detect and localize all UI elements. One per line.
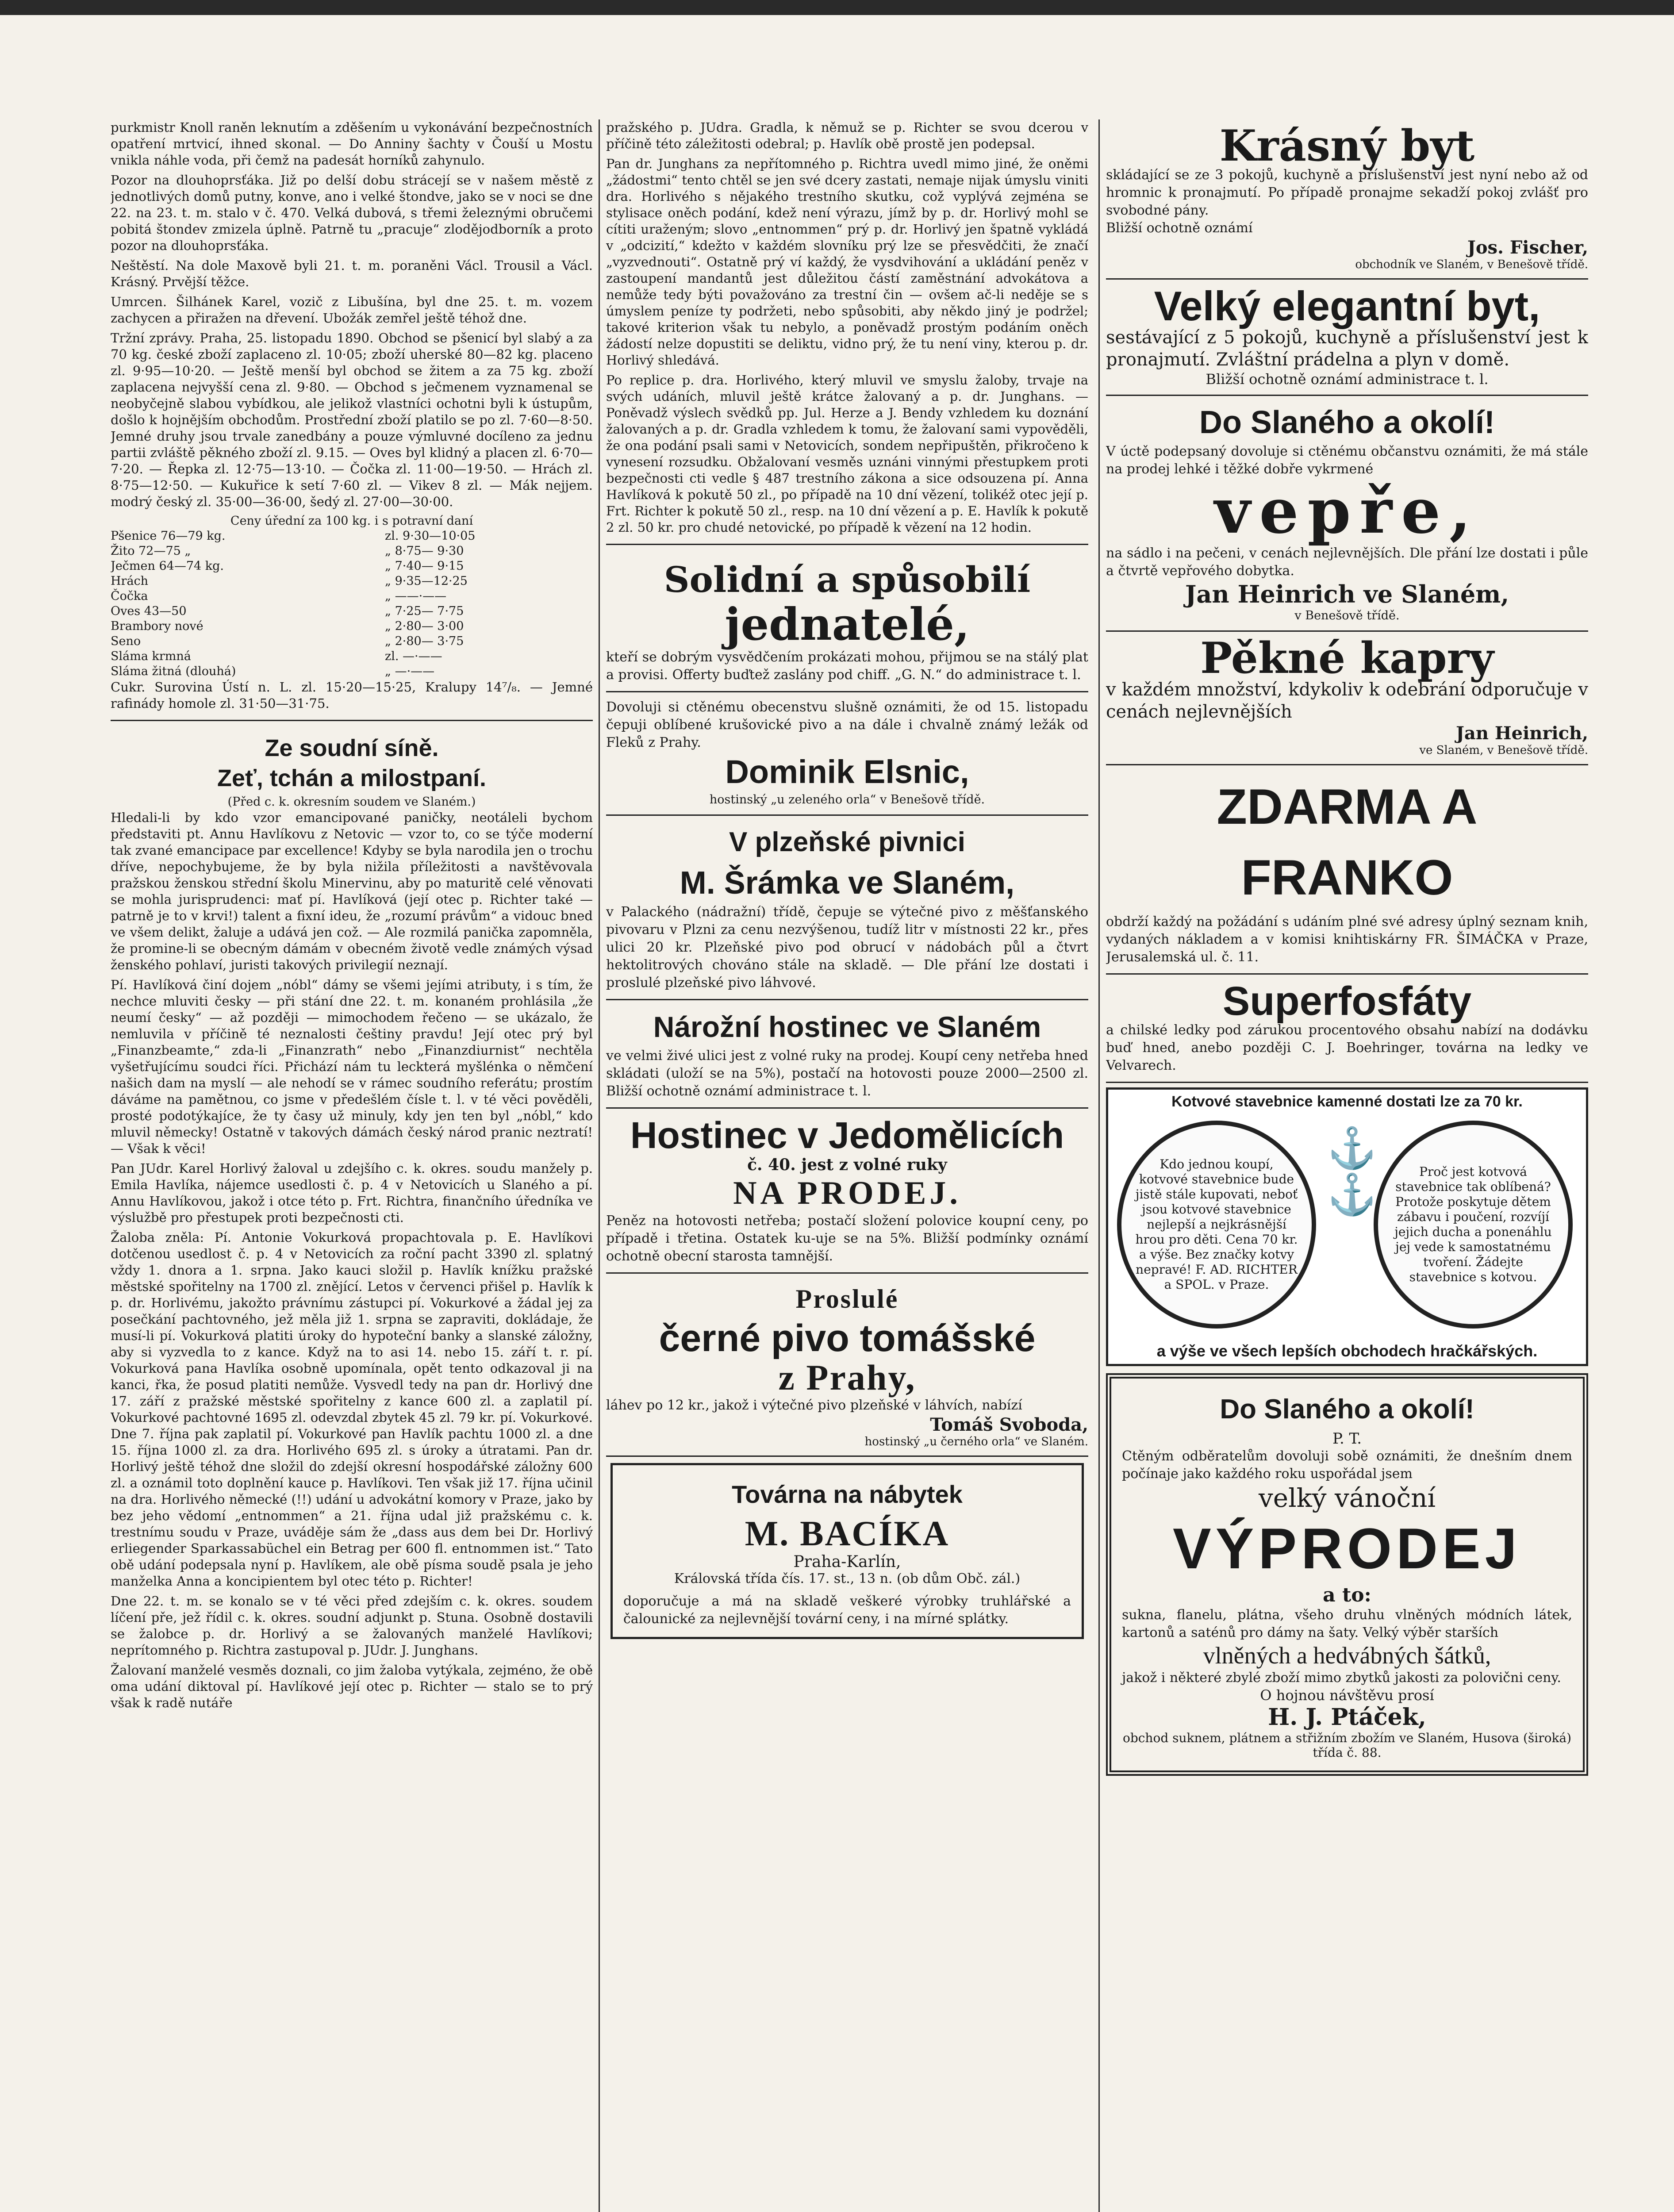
table-row: Oves 43—50 „ 7·25— 7·75 — [111, 604, 464, 618]
ad-heading: Do Slaného a okolí! — [1220, 1394, 1474, 1425]
table-row: Pšenice 76—79 kg. zl. 9·30—10·05 — [111, 529, 476, 543]
ad-signature-sub: hostinský „u černého orla“ ve Slaném. — [864, 1435, 1088, 1448]
ad-signature: Jos. Fischer, — [1467, 237, 1588, 258]
ad-signature: H. J. Ptáček, — [1268, 1704, 1426, 1731]
ad-text: kteří se dobrým vysvědčením prokázati mohou, přijmou se na stálý plat a provisi. Offerty buďtež zaslány pod chiff. „G. N.“ do administrace t. l. — [606, 649, 1088, 683]
ad-text: v Palackého (nádražní) třídě, čepuje se výtečné pivo z měšťanského pivovaru v Plzni za cenu nezvýšenou, tudíž litr v místnosti 22 kr., přes ulici 20 kr. Plzeňské pivo pod obrucí v nádobách půl a čtvrt hektolitrových chováno stále na skladě. — Dle přání lze dostati i proslulé plzeňské pivo láhvové. — [606, 904, 1088, 991]
article-paragraph: pražského p. JUdra. Gradla, k němuž se p. Richter se svou dcerou v příčině této záležitosti odebral; p. Havlík obě prostě jen podepsal. — [606, 120, 1088, 151]
divider — [111, 720, 593, 721]
table-row: Sláma žitná (dlouhá) „ —·—— — [111, 664, 435, 678]
article-paragraph: Po replice p. dra. Horlivého, který mluvil ve smyslu žaloby, trvaje na svých udáních, mluvil ještě krátce žalovaný a p. dr. Junghans. — Poněvadž výslech svědků pp. Jul. Herze a J. Bendy vzhledem ku doznání žalovaných a p. dr. Gradla vzhledem k tomu, že žalovaní sami vypověděli, že ona podání psali sami v Netovicích, sondem nepřipuštěn, přikročeno k vynesení rozsudku. Obžalovaní vesměs uznáni vinnými přestupkem proti bezpečnosti cti vedle § 487 trestního zákona a sice odsouzena pí. Anna Havlíková k pokutě 50 zl., po případě na 10 dní vězení, tolikéž otec její p. Frt. Richter k pokutě 50 zl., resp. na 10 dní vězení a p. E. Havlík k pokutě 2 zl. 50 kr. pro chudé netovické, po případě k vězení na 12 hodin. — [606, 373, 1088, 535]
market-report: Tržní zprávy. Praha, 25. listopadu 1890. Obchod se pšenicí byl slabý a za 70 kg. české zboží zaplaceno zl. 10·05; zboží uherské 80—82 kg. placeno zl. 9·95—10·20. — Ještě menší byl obchod se žitem a za 75 kg. zboží zaplacena nejvyšší cena zl. 9·80. — Obchod s ječmenem vyznamenal se neobyčejně slabou vybídkou, ale jelikož vlastníci ochotni byli k ústupům, došlo k hojnějším obchodům. Prostřední zboží platilo se po zl. 7·60—8·50. Jemné druhy jsou trvale zanedbány a pouze výmluvné docílenо za jednu partii zvláště pěkného zboží zl. 9.15. — Oves byl klidný a placen zl. 6·70—7·20. — Řepka zl. 12·75—13·10. — Čočka zl. 11·00—19·50. — Hrách zl. 8·75—12·50. — Kukuřice k setí 7·60 zl. — Vikev 8 zl. — Mák nejjem. modrý český zl. 35·00—36·00, šedý zl. 27·00—30·00. — [111, 330, 593, 509]
article-paragraph: Dne 22. t. m. se konalo se v té věci před zdejším c. k. okres. soudem líčení pře, jež řídil c. k. okres. soudní adjunkt p. Stuna. Osobně dostavili se žalobce p. dr. Horlivý a se žalovaných manželé Havlíkovi; neprítomného p. Richtra zastupoval p. JUdr. J. Junghans. — [111, 1594, 593, 1658]
news-paragraph: Neštěstí. Na dole Maxově byli 21. t. m. poraněni Václ. Trousil a Václ. Krásný. Prvější těžce. — [111, 258, 593, 289]
ad-heading: M. BACÍKA — [745, 1514, 950, 1553]
ad-text: Bližší ochotně oznámí administrace t. l. — [1206, 371, 1489, 388]
ad-heading: Pěkné kapry — [1200, 633, 1494, 683]
column-right — [1106, 119, 1588, 2212]
ad-heading: černé pivo tomášské — [659, 1317, 1036, 1359]
ad-carps — [1106, 632, 1588, 765]
price-table-title: Ceny úřední za 100 kg. i s potravní daní — [230, 514, 473, 528]
article-subtitle: (Před c. k. okresním soudem ve Slaném.) — [227, 795, 476, 809]
ad-heading: ZDARMA A FRANKO — [1217, 779, 1478, 905]
ad-pigs — [1106, 396, 1588, 632]
divider — [606, 544, 1088, 545]
ad-text: sestávající z 5 pokojů, kuchyně a příslušenství jest k pronajmutí. Zvláštní prádelna a plyn v domě. — [1106, 327, 1588, 370]
ad-heading: velký vánoční — [1259, 1483, 1436, 1513]
ad-text: Peněz na hotovosti netřeba; postačí složení polovice koupní ceny, po případě i třetina. Ostatek ku-uje se na 5%. Bližší podmínky oznámí ochotně obecní starosta tamnější. — [606, 1213, 1088, 1264]
ad-furniture — [610, 1463, 1084, 1639]
ad-text: obdrží každý na požádání s udáním plné své adresy úplný seznam knih, vydaných nákladem a v komisi knihtiskárny FR. ŠIMÁČKA v Praze, Jerusalemská ul. č. 11. — [1106, 914, 1588, 965]
ad-heading: Solidní a spůsobilí — [664, 559, 1031, 600]
table-row: Ječmen 64—74 kg. „ 7·40— 9·15 — [111, 559, 464, 573]
ad-heading: Továrna na nábytek — [732, 1480, 963, 1508]
ad-text: Ctěným odběratelům dovoluji sobě oznámiti, že dnešním dnem počínaje jako každého roku uspořádal jsem — [1122, 1448, 1572, 1482]
ad-footer: a výše ve všech lepších obchodech hračkářských. — [1156, 1342, 1538, 1360]
article-paragraph: Žalovaní manželé vesměs doznali, co jim žaloba vytýkala, zejméno, že obě oma udání diktoval pí. Havlíkové její otec p. Richter — stalo se to prý však k radě nutáře — [111, 1663, 593, 1710]
ad-oval-right: Proč jest kotvová stavebnice tak oblíbená? Protože poskytuje dětem zábavu i poučení, rozvíjí jejich ducha a ponenáhlu jej vede k samostatnému tvoření. Žádejte stavebnice s kotvou. — [1374, 1121, 1573, 1329]
ad-signature-sub: hostinský „u zeleného orla“ v Benešově třídě. — [709, 793, 985, 806]
column-left — [111, 119, 593, 2212]
news-paragraph: purkmistr Knoll raněn leknutím a zděšením u vykonávání bezpečnostních opatření mrtvicí, ihned skonal. — Do Anniny šachty v Čouší u Mostu vnikla náhle voda, při čemž na padesát horníků zahynulo. — [111, 120, 593, 168]
ad-heading: z Prahy, — [778, 1357, 916, 1398]
ad-text: Bližší ochotně oznámí — [1106, 220, 1253, 236]
ad-anchor-blocks — [1106, 1087, 1588, 1366]
anchor-icon: ⚓ ⚓ — [1327, 1125, 1377, 1218]
ad-heading: VÝPRODEJ — [1172, 1516, 1522, 1581]
ad-text: P. T. — [1332, 1430, 1362, 1448]
ad-superphosphate — [1106, 975, 1588, 1083]
ad-heading: Do Slaného a okolí! — [1199, 405, 1495, 440]
table-row: Sláma krmná zl. —·—— — [111, 649, 442, 663]
column-rule — [599, 119, 600, 2212]
ad-text: Dovoluji si ctěnému obecenstvu slušně oznámiti, že od 15. listopadu čepuji oblíbené krušovické pivo a na dále i chvalně známý ležák od Fleků z Prahy. — [606, 699, 1088, 750]
ad-heading: Proslulé — [795, 1284, 899, 1313]
ad-heading: vepře, — [1214, 475, 1480, 548]
ad-agents — [606, 553, 1088, 692]
ad-christmas-sale — [1106, 1373, 1588, 1776]
table-row: Seno „ 2·80— 3·75 — [111, 634, 464, 648]
ad-signature-sub: ve Slaném, v Benešově třídě. — [1419, 744, 1588, 757]
ad-text: láhev po 12 kr., jakož i výtečné pivo plzeňské v láhvích, nabízí — [606, 1398, 1022, 1413]
ad-subheading: č. 40. jest z volné ruky — [747, 1156, 947, 1174]
ad-signature-sub: v Benešově třídě. — [1294, 609, 1400, 622]
ad-text: na sádlo i na pečeni, v cenách nejlevnějších. Dle přání lze dostati i půle a čtvrtě vepřového dobytka. — [1106, 545, 1588, 579]
newspaper-page — [111, 119, 1588, 2212]
table-row: Hrách „ 9·35—12·25 — [111, 574, 468, 588]
ad-text: V úctě podepsaný dovoluje si ctěnému občanstvu oznámiti, že má stále na prodej lehké i těžké dobře vykrmené — [1106, 444, 1588, 477]
ad-sramek — [606, 816, 1088, 1000]
ad-signature-sub: obchodník ve Slaném, v Benešově třídě. — [1355, 258, 1588, 271]
ad-flat — [1106, 119, 1588, 280]
ad-heading: vlněných a hedvábných šátků, — [1203, 1642, 1491, 1669]
article-paragraph: Žaloba zněla: Pí. Antonie Vokurková propachtovala p. E. Havlíkovi dotčenou usedlost č. p. 4 v Netovicích za roční pacht 3390 zl. splatný vždy 1. dnora a 1. srpna. Jako kauci složil p. Havlík knížku pražské městské spořitelny na 1700 zl. znějící. Letos v červenci přišel p. Havlík k p. dr. Horlivému, jakožto právnímu zástupci pí. Vokurkové a žádal jej za posečkání pachtovného, jež měla již 1. srpna se zapraviti, dokládaje, že musí-li pí. Vokurková platiti úroky do hypoteční banky a slanské záložny, aby si vyzvedla to z kance. Když na to asi 14. nebo 15. září t. r. pí. Vokurková pana Havlíka osobně upomínala, opět tento odkazoval ji na kanci, řka, že posud platiti nemůže. Vysvedl tedy na pan dr. Horlivý dne 17. září z pražské městské spořitelny z kance 600 zl. a zaplatil pí. Vokurkové pachtovné 1695 zl. odevzdal zbytek 45 zl. 79 kr. pí. Vokurkové. Dne 7. října pak zaplatil pí. Vokurkové pan Havlík pachtu 1000 zl. a dne 15. října 1000 zl. za dra. Horlivého 695 zl. s úroky a útratami. Pan dr. Horlivý ještě téhož dne složil do zdejší okresní hospodářské záložny 600 zl. a oznámil toto doplnění kauce p. Havlíkovi. Ten však již 17. října učinil na dra. Horlivého německé (!!) udání u advokátní komory v Praze, jako by bez jeho vědomí „entnommen“ a 21. října udal již pražskému c. k. trestnímu soudu v Praze, uváděje sám že „dass aus dem bei Dr. Horlivý erliegender Sparkassabüchel ein Betrag per 600 fl. entnommen ist.“ Tato obě udání podepsala nyní p. Havlíkem, ale obě písma soudě psala je jeho manželka Anna a koncipientem byl otec této p. Richter! — [111, 1230, 593, 1589]
ad-elsnic — [606, 692, 1088, 816]
scan-top-border — [0, 0, 1674, 15]
ad-signature: Jan Heinrich ve Slaném, — [1185, 580, 1509, 608]
ad-heading: Superfosfáty — [1222, 979, 1472, 1024]
ad-text: a to: — [1323, 1584, 1371, 1606]
news-paragraph: Pozor na dlouhoprsťáka. Již po delší dobu strácejí se v našem městě z jednotlivých domů putny, konve, ano i velké štondve, jako se v noci se dne 22. na 23. t. m. stalo v č. 470. Velká dubová, s třemi železnými obručemi pobitá štondev zmizela úplně. Patrně tu „pracuje“ zlodějodborník a proto pozor na dlouhoprsťáka. — [111, 173, 593, 253]
ad-corner-inn — [606, 1000, 1088, 1109]
article-paragraph: Pí. Havlíková činí dojem „nóbl“ dámy se všemi jejími atributy, i s tím, že nechce mluviti česky — při stání dne 22. t. m. konaném prohlásila „že neumí česky“ — až později — mimochodem řečeno — se ukázalo, že nemluvila v příčině té neznalosti češtiny pravdu! Její otec prý byl „Finanzbeamte,“ zda-li „Finanzrath“ nebo „Finanzdiurnist“ nechtěla vyšetřujícímu soudci říci. Přichází nám tu leckterá myšlénka o němčení našich dam na myslí — ale nehodí se v rámec soudního referátu; prostím dáváme na pamětnou, co jsme v předešlém čísle t. l. v té věci pověděli, prosté podotýkajíce, že ty časy už minuly, kdy jen ten byl „nóbl,“ kdo mluvil německy! Ostatně v takových dámách český národ pranic neztratí! — Však k věci! — [111, 977, 593, 1156]
ad-elegant-flat — [1106, 280, 1588, 396]
article-paragraph: Pan JUdr. Karel Horlivý žaloval u zdejšího c. k. okres. soudu manžely p. Emila Havlíka, nájemce usedlosti č. p. 4 v Netovicích u Slaného a pí. Annu Havlíkovou, jakož i otce této p. Frt. Richtra, finančního úředníka ve výslužbě pro přestupek proti bezpečnosti cti. — [111, 1161, 593, 1225]
price-table — [111, 514, 593, 679]
article-paragraph: Pan dr. Junghans za nepřítomného p. Richtra uvedl mimo jiné, že oněmi „žádostmi“ tento chtěl se jen své dcery zastati, nemaje nijak úmyslu viniti dra. Horlivého s nějakého trestního skutku, což vyplývá zejména se stylisace oněch podání, kdež není výrazu, jímž by p. dr. Horlivý mohl se cítiti uraženým; slovo „entnommen“ prý p. dr. Horlivý jen špatně vykládá v „odcizití,“ kdežto v každém slovníku prý lze se přesvědčiti, že značí „vyzvednouti“. Ostatně prý ví každý, že vysdvihování a ukládání peněz v zastoupení mandantů jest důležitou částí zaměstnání advokátova a nemůže tedy býti považováno za trestní čin — ovšem ač-li neděje se s úmyslem peníze ty podržeti, nebo spůsobiti, aby někdo jiný je podržel; takové kriterion však tu nebylo, a poněvadž prostým podáním oněch žádostí nelze dopustiti se deliktu, vidno prý, že tu není viny, kterou p. dr. Horlivý shledává. — [606, 156, 1088, 368]
ad-beer — [606, 1274, 1088, 1457]
ad-jedomelice — [606, 1109, 1088, 1274]
ad-heading: M. Šrámka ve Slaném, — [680, 865, 1015, 901]
news-paragraph: Umrcen. Šilhánek Karel, vozič z Libušína, byl dne 25. t. m. vozem zachycen a přiražen na dřevení. Ubožák zemřel ještě téhož dne. — [111, 294, 593, 326]
ad-text: skládající se ze 3 pokojů, kuchyně a příslušenství jest nyní nebo až od hromnic k pronajmutí. Po případě pronajme sekadží pokoj zvlášť pro svobodné pány. — [1106, 167, 1588, 218]
ad-text: doporučuje a má na skladě veškeré výrobky truhlářské a čalounické za nejlevnější tovární ceny, i na mírné splátky. — [623, 1594, 1071, 1627]
article-title: Zeť, tchán a milostpaní. — [217, 765, 486, 791]
ad-signature: Tomáš Svoboda, — [930, 1414, 1088, 1435]
ad-heading: Nárožní hostinec ve Slaném — [653, 1010, 1041, 1043]
ad-text: ve velmi živé ulici jest z volné ruky na prodej. Koupí ceny netřeba hned skládati (uloží se na 5%), postačí na hotovosti pouze 2000—2500 zl. Bližší ochotně oznámí administrace t. l. — [606, 1048, 1088, 1099]
table-row: Čočka „ ——·—— — [111, 589, 447, 603]
ad-signature: Dominik Elsnic, — [725, 753, 969, 790]
ad-text: a chilské ledky pod zárukou procentového obsahu nabízí na dodávku buď hned, anebo později C. J. Boehringer, továrna na ledky ve Velvarech. — [1106, 1022, 1588, 1073]
table-row: Žito 72—75 „ „ 8·75— 9·30 — [111, 544, 464, 558]
ad-oval-left: Kdo jednou koupí, kotvové stavebnice bude jistě stále kupovati, neboť jsou kotvové stavebnice nejlepší a nejkrásnější hrou pro děti. Cena 70 kr. a výše. Bez značky kotvy nepravé! F. AD. RICHTER a SPOL. v Praze. — [1117, 1121, 1316, 1329]
article-paragraph: Hledali-li by kdo vzor emancipované paničky, neotáleli bychom představiti pt. Annu Havlíkovu z Netovic — vzor to, co se týče moderní tak zvané emancipace par excellence! Kdyby se byla narodila jen o trochu dříve, nepochybujeme, že by byla nižila příležitosti a navštěvovala pražskou ženskou střední školu Minervinu, aby po maturitě celé věnovati se mohla jurisprudenci: mať pí. Havlíková (její otec p. Richter také — patrně je to v krvi!) talent a fixní ideu, že „rozumí právům“ a vidouc bned ve všem delikt, žaluje a udává jen což. — Ale rozmilá panička zapomněla, že promine-li se obecným dámám v obecném životě vedle známých výsad ženského pohlaví, juristi takových privilegií neznají. — [111, 810, 593, 972]
news-paragraph: Cukr. Surovina Ústí n. L. zl. 15·20—15·25, Kralupy 14⁷/₈. — Jemné rafinády homole zl. 31·50—31·75. — [111, 680, 593, 711]
ad-heading: Hostinec v Jedomělicích — [630, 1114, 1064, 1156]
ad-text: O hojnou návštěvu prosí — [1260, 1687, 1434, 1704]
column-middle — [606, 119, 1088, 2212]
ad-text: sukna, flanelu, plátna, všeho druhu vlněných módních látek, kartonů a saténů pro dámy na šaty. Velký výběr starších — [1122, 1607, 1572, 1640]
section-title: Ze soudní síně. — [265, 735, 439, 761]
ad-free-catalogue — [1106, 765, 1588, 975]
ad-heading: Velký elegantní byt, — [1154, 283, 1540, 329]
table-row: Brambory nové „ 2·80— 3·00 — [111, 619, 464, 633]
column-rule — [1098, 119, 1100, 2212]
ad-text: v každém množství, kdykoliv k odebrání odporučuje v cenách nejlevnějších — [1106, 680, 1588, 722]
ad-heading: NA PRODEJ. — [733, 1175, 961, 1211]
ad-signature: Jan Heinrich, — [1455, 723, 1588, 744]
ad-text: jakož i některé zbylé zboží mimo zbytků jakosti za polovični ceny. — [1122, 1670, 1561, 1686]
ad-address: Královská třída čís. 17. st., 13 n. (ob dům Obč. zál.) — [674, 1571, 1021, 1586]
ad-heading: Krásný byt — [1219, 121, 1475, 171]
ad-heading: Kotvové stavebnice kamenné dostati lze za 70 kr. — [1171, 1093, 1523, 1110]
ad-subheading: Praha-Karlín, — [793, 1553, 901, 1571]
ad-signature-sub: obchod suknem, plátnem a střižním zbožím ve Slaném, Husova (široká) třída č. 88. — [1122, 1731, 1572, 1760]
ad-heading: jednatelé, — [725, 598, 970, 650]
ad-heading: V plzeňské pivnici — [729, 827, 966, 857]
